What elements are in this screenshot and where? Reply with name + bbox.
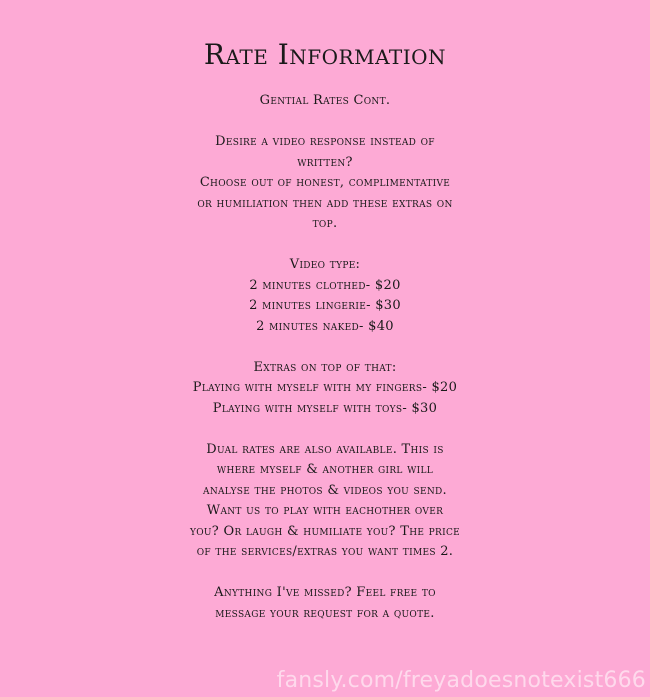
text-line: Video type:: [289, 257, 361, 272]
text-line: Want us to play with eachother over: [206, 503, 444, 518]
page-title: Rate Information: [203, 38, 447, 71]
text-line: Choose out of honest, complimentative: [199, 175, 451, 190]
text-line: top.: [312, 216, 338, 231]
text-line: Extras on top of that:: [253, 359, 397, 375]
rate-text: [165, 91, 485, 645]
watermark: fansly.com/freyadoesnotexist666: [276, 668, 646, 693]
text-line: 2 minutes naked- $40: [256, 318, 394, 334]
text-line: Playing with myself with toys- $30: [212, 400, 438, 416]
dual-rates-info: [165, 440, 485, 563]
text-line: analyse the photos & videos you send.: [203, 482, 447, 498]
text-line: Playing with myself with my fingers- $20: [192, 380, 458, 395]
video-type-rates: [165, 255, 485, 337]
text-line: Dual rates are also available. This is: [206, 441, 444, 457]
text-line: message your request for a quote.: [215, 605, 435, 621]
text-line: Desire a video response instead of: [215, 134, 435, 149]
text-line: where myself & another girl will: [216, 462, 434, 477]
text-line: of the services/extras you want times 2.: [196, 544, 454, 559]
text-line: 2 minutes lingerie- $30: [249, 298, 401, 313]
text-line: written?: [297, 154, 353, 170]
text-line: Gential Rates Cont.: [259, 93, 391, 108]
text-line: Anything I've missed? Feel free to: [214, 585, 436, 600]
text-line: or humiliation then add these extras on: [197, 195, 453, 211]
extras-rates: [165, 358, 485, 420]
section-heading: [165, 91, 485, 112]
closing-note: [165, 583, 485, 624]
video-response-intro: [165, 132, 485, 235]
text-line: you? Or laugh & humiliate you? The price: [189, 523, 461, 539]
text-line: 2 minutes clothed- $20: [249, 277, 401, 293]
